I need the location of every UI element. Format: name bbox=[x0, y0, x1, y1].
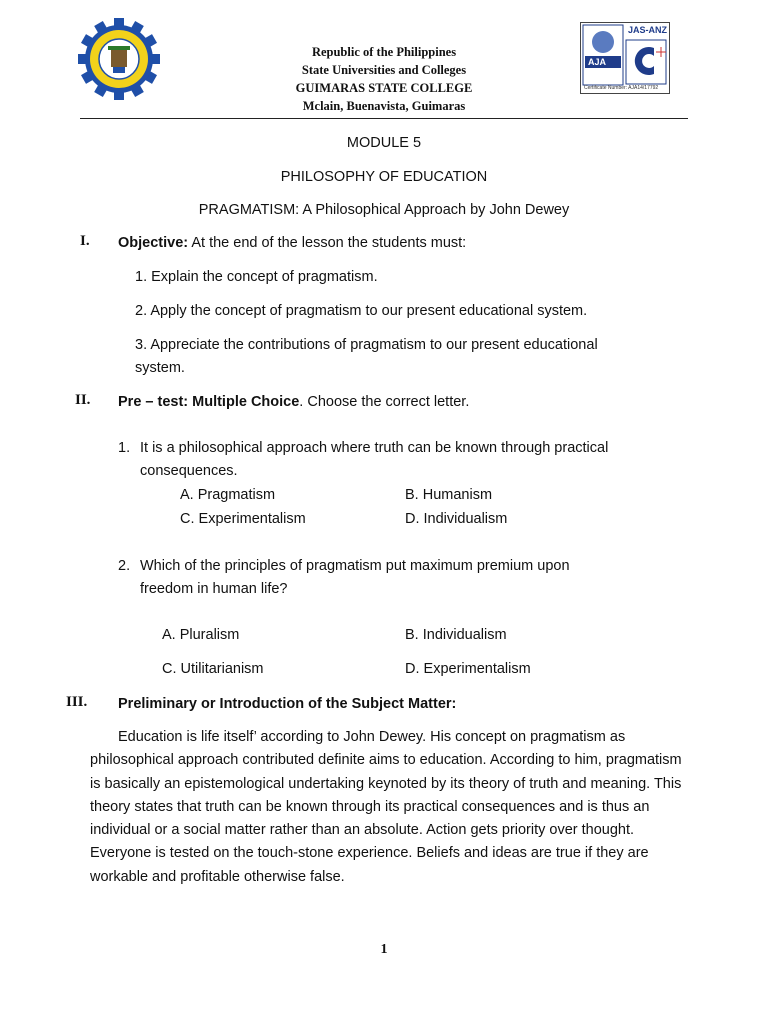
header-republic: Republic of the Philippines bbox=[311, 45, 457, 59]
q2-option-b: B. Individualism bbox=[405, 627, 507, 643]
q1-option-d: D. Individualism bbox=[405, 511, 508, 527]
question-1-line2: consequences. bbox=[140, 463, 238, 479]
section-ii-heading bbox=[118, 391, 469, 414]
cert-number-label: Certificate Number: AJA14/17792 bbox=[584, 85, 659, 91]
q1-option-b: B. Humanism bbox=[405, 487, 493, 503]
question-1-line1: It is a philosophical approach where truth can be known through practical bbox=[140, 440, 609, 456]
cert-org-label: JAS-ANZ bbox=[628, 25, 668, 35]
subject-title: PHILOSOPHY OF EDUCATION bbox=[280, 169, 488, 185]
objective-item-3: 3. Appreciate the contributions of pragmatism to our present educational bbox=[135, 337, 598, 353]
objective-label: Objective: bbox=[118, 235, 189, 251]
section-i-heading bbox=[118, 232, 466, 255]
topic-title: PRAGMATISM: A Philosophical Approach by John Dewey bbox=[198, 202, 570, 218]
q1-option-a: A. Pragmatism bbox=[180, 487, 276, 503]
objective-item-2: 2. Apply the concept of pragmatism to our present educational system. bbox=[135, 303, 588, 319]
question-2-line2: freedom in human life? bbox=[140, 581, 288, 597]
module-title: MODULE 5 bbox=[346, 135, 422, 151]
section-i-numeral: I. bbox=[80, 233, 90, 249]
header-suc: State Universities and Colleges bbox=[301, 63, 467, 77]
page-number: 1 bbox=[380, 942, 388, 957]
objective-intro: At the end of the lesson the students must: bbox=[188, 235, 467, 251]
objective-item-1: 1. Explain the concept of pragmatism. bbox=[135, 269, 378, 285]
cert-brand-label: AJA bbox=[588, 57, 607, 67]
header-address: Mclain, Buenavista, Guimaras bbox=[302, 99, 466, 113]
pretest-label: Pre – test: Multiple Choice bbox=[118, 394, 300, 410]
section-ii-numeral: II. bbox=[75, 392, 91, 408]
q2-option-d: D. Experimentalism bbox=[405, 661, 531, 677]
header-college-name: GUIMARAS STATE COLLEGE bbox=[295, 81, 473, 95]
section-iii-heading: Preliminary or Introduction of the Subject Matter: bbox=[118, 696, 457, 712]
header-divider bbox=[80, 118, 688, 119]
section-iii-numeral: III. bbox=[66, 694, 88, 710]
pretest-intro: . Choose the correct letter. bbox=[299, 394, 470, 410]
prelim-paragraph: Education is life itself’ according to John Dewey. His concept on pragmatism as philosophical approach contributed definite aims to education. According to him, pragmatism is basically an epistemological undertaking keynoted by its theory of truth and meaning. This theory states that truth can be known through its practical consequences and is thus an individual or a social matter rather than an absolute. Action gets priority over thought. Everyone is tested on the touch-stone experience. Beliefs and ideas are true if they are workable and profitable otherwise false. bbox=[90, 729, 682, 885]
q1-option-c: C. Experimentalism bbox=[180, 511, 306, 527]
objective-item-3-cont: system. bbox=[135, 360, 185, 376]
question-1-number: 1. bbox=[118, 440, 131, 456]
certification-logo bbox=[580, 22, 670, 94]
q2-option-c: C. Utilitarianism bbox=[162, 661, 264, 677]
q2-option-a: A. Pluralism bbox=[162, 627, 240, 643]
question-2-number: 2. bbox=[118, 558, 131, 574]
question-2-line1: Which of the principles of pragmatism put maximum premium upon bbox=[140, 558, 570, 574]
